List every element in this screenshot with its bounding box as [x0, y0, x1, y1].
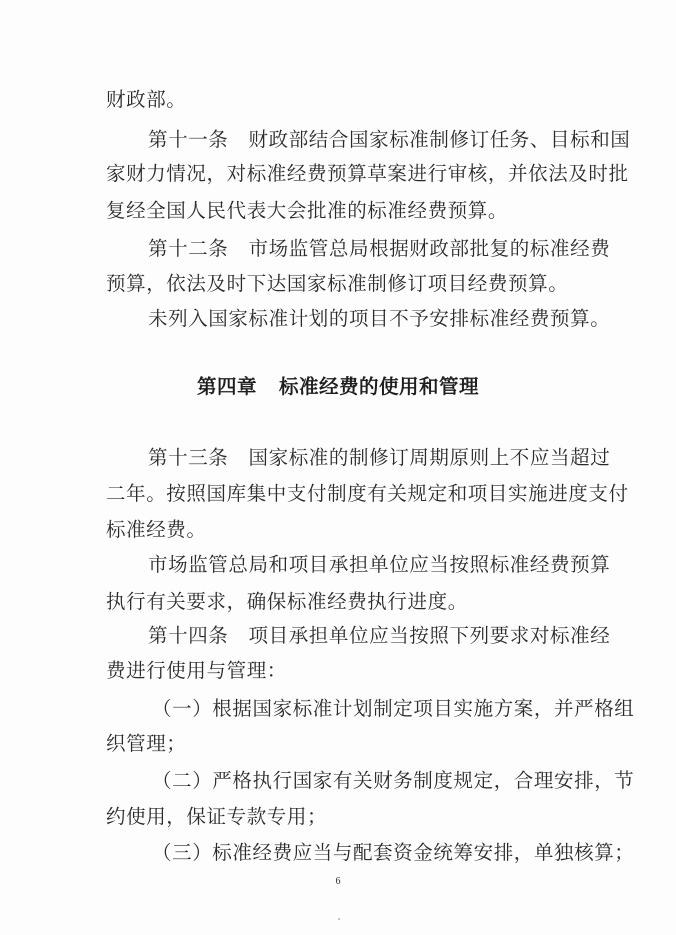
article-12-line-1: 第十二条 市场监管总局根据财政部批复的标准经费: [148, 237, 611, 260]
text-line: 约使用，保证专款专用；: [106, 805, 328, 828]
text-line: 标准经费。: [106, 518, 207, 541]
chapter-heading: [0, 375, 676, 399]
text-line: 执行有关要求，确保标准经费执行进度。: [106, 590, 468, 613]
article-14-line-1: 第十四条 项目承担单位应当按照下列要求对标准经: [148, 624, 611, 647]
article-11-line-1: 第十一条 财政部结合国家标准制修订任务、目标和国: [148, 128, 631, 151]
text-line: 织管理；: [106, 732, 187, 755]
text-line: 家财力情况，对标准经费预算草案进行审核，并依法及时批: [106, 162, 629, 185]
text-line: 费进行使用与管理：: [106, 659, 287, 682]
text-line: 预算，依法及时下达国家标准制修订项目经费预算。: [106, 272, 569, 295]
article-13-line-1: 第十三条 国家标准的制修订周期原则上不应当超过: [148, 446, 611, 469]
text-line: 市场监管总局和项目承担单位应当按照标准经费预算: [148, 553, 611, 576]
text-line: 二年。按照国库集中支付制度有关规定和项目实施进度支付: [106, 482, 629, 505]
list-item-1-line-1: （一）根据国家标准计划制定项目实施方案，并严格组: [152, 697, 635, 720]
text-line: 复经全国人民代表大会批准的标准经费预算。: [106, 199, 509, 222]
list-item-3-line-1: （三）标准经费应当与配套资金统筹安排，单独核算；: [152, 841, 635, 864]
chapter-title: 标准经费的使用和管理: [279, 375, 480, 398]
page-number: 6: [335, 876, 341, 887]
text-line: 未列入国家标准计划的项目不予安排标准经费预算。: [148, 307, 611, 330]
text-line: 财政部。: [106, 88, 187, 111]
chapter-number: 第四章: [196, 375, 257, 398]
scan-speck: [338, 918, 340, 920]
list-item-2-line-1: （二）严格执行国家有关财务制度规定，合理安排，节: [152, 769, 635, 792]
